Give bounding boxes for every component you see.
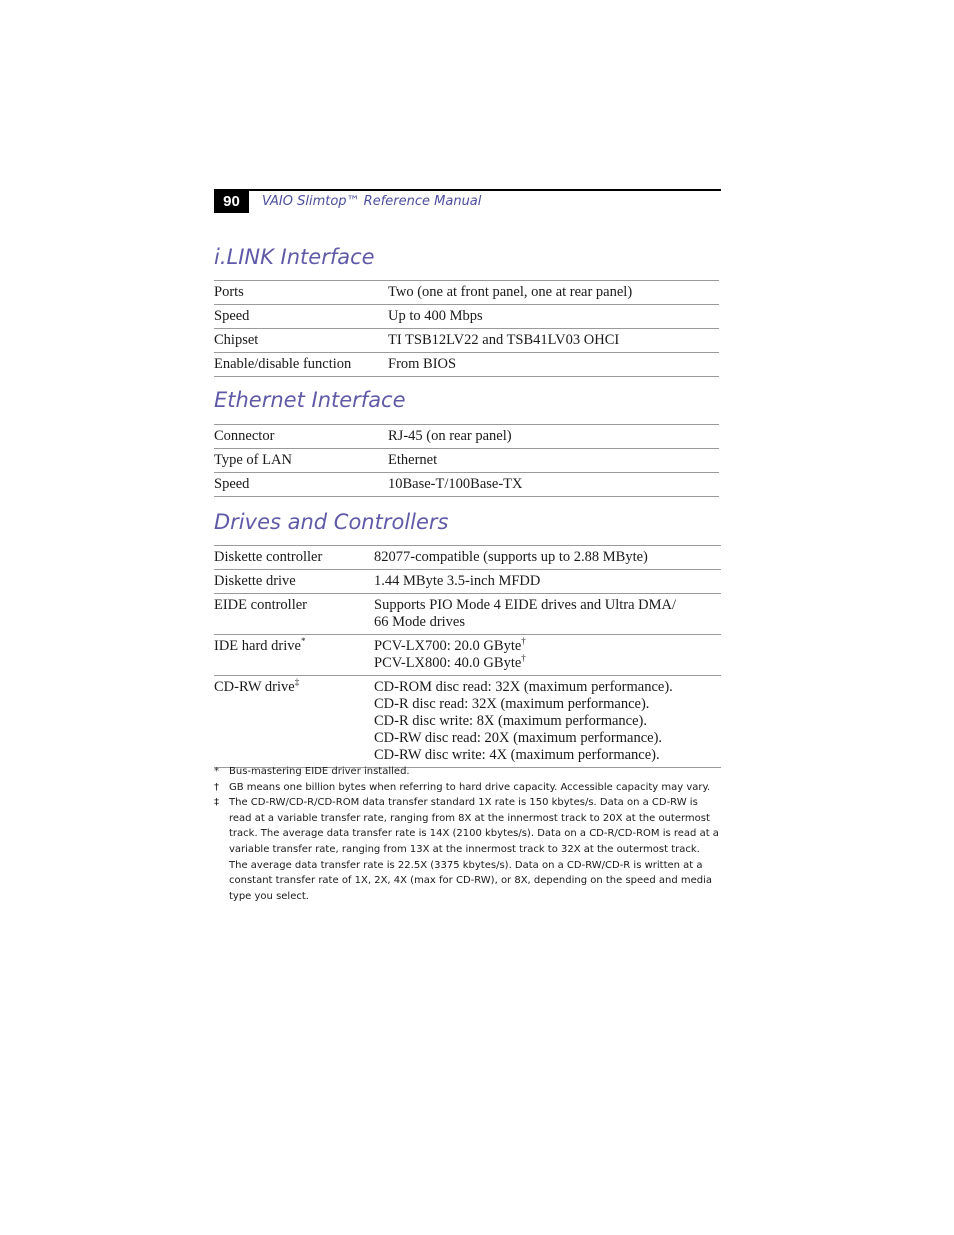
spec-value: Ethernet: [388, 449, 719, 473]
footnote-mark: ‡: [214, 797, 219, 809]
section-title-ethernet: Ethernet Interface: [214, 388, 406, 412]
spec-value-line: PCV-LX800: 40.0 GByte†: [374, 653, 526, 671]
drives-spec-table: [214, 545, 721, 768]
spec-value-line: 66 Mode drives: [374, 614, 466, 630]
spec-label: CD-RW drive: [214, 679, 295, 695]
footnote: [214, 764, 720, 780]
ethernet-spec-table: [214, 424, 719, 497]
spec-label-cell: [214, 676, 374, 768]
table-row: [214, 676, 721, 768]
spec-value-line: CD-RW disc write: 4X (maximum performance).: [374, 747, 660, 763]
ilink-spec-table: [214, 280, 719, 377]
spec-value: Up to 400 Mbps: [388, 305, 719, 329]
table-row: [214, 570, 721, 594]
running-title: VAIO Slimtop™ Reference Manual: [262, 194, 482, 209]
spec-value: 10Base-T/100Base-TX: [388, 473, 719, 497]
spec-value-line: CD-R disc read: 32X (maximum performance).: [374, 696, 650, 712]
footnote-mark: *: [214, 766, 219, 777]
footnote-ref: †: [521, 636, 526, 646]
footnote-ref: *: [300, 636, 306, 646]
footnote-ref: ‡: [294, 677, 300, 687]
spec-value: From BIOS: [388, 353, 719, 377]
footnote-mark: †: [214, 781, 219, 793]
spec-value: [374, 594, 721, 635]
spec-label: Enable/disable function: [214, 353, 388, 377]
spec-value: Two (one at front panel, one at rear panel): [388, 281, 719, 305]
footnote: [214, 795, 720, 904]
spec-value: RJ-45 (on rear panel): [388, 425, 719, 449]
spec-value-line: PCV-LX700: 20.0 GByte†: [374, 636, 526, 654]
spec-value: [374, 635, 721, 676]
page-number: 90: [214, 191, 249, 213]
footnote: [214, 780, 720, 796]
spec-label: Diskette controller: [214, 546, 374, 570]
footnotes: [214, 764, 720, 904]
table-row: [214, 594, 721, 635]
spec-label: Ports: [214, 281, 388, 305]
footnote-text: Bus-mastering EIDE driver installed.: [229, 766, 410, 777]
spec-value-line: CD-R disc write: 8X (maximum performance).: [374, 713, 648, 729]
spec-label: Speed: [214, 305, 388, 329]
header-rule: [214, 189, 721, 191]
spec-label: EIDE controller: [214, 594, 374, 635]
section-title-ilink: i.LINK Interface: [214, 245, 375, 269]
spec-value: 1.44 MByte 3.5-inch MFDD: [374, 570, 721, 594]
spec-value-line: Supports PIO Mode 4 EIDE drives and Ultra DMA/: [374, 597, 677, 613]
footnote-text: The CD-RW/CD-R/CD-ROM data transfer standard 1X rate is 150 kbytes/s. Data on a CD-RW is read at a variable transfer rate, ranging from 8X at the innermost track to 20X at the outermost track. The average data transfer rate is 14X (2100 kbytes/s). Data on a CD-R/CD-ROM is read at a variable transfer rate, ranging from 13X at the innermost track to 32X at the outermost track. The average data transfer rate is 22.5X (3375 kbytes/s). Data on a CD-RW/CD-R is written at a constant transfer rate of 1X, 2X, 4X (max for CD-RW), or 8X, depending on the speed and media type you select.: [229, 797, 719, 902]
spec-label: Chipset: [214, 329, 388, 353]
spec-label: Speed: [214, 473, 388, 497]
table-row: [214, 635, 721, 676]
table-row: [214, 425, 719, 449]
table-row: [214, 329, 719, 353]
spec-label: IDE hard drive: [214, 638, 301, 654]
spec-value: TI TSB12LV22 and TSB41LV03 OHCI: [388, 329, 719, 353]
section-title-drives: Drives and Controllers: [214, 510, 449, 534]
footnote-text: GB means one billion bytes when referring to hard drive capacity. Accessible capacity may vary.: [229, 781, 711, 793]
table-row: [214, 473, 719, 497]
table-row: [214, 353, 719, 377]
spec-value: 82077-compatible (supports up to 2.88 MByte): [374, 546, 721, 570]
spec-label: Type of LAN: [214, 449, 388, 473]
table-row: [214, 546, 721, 570]
spec-label: Connector: [214, 425, 388, 449]
spec-value-line: CD-RW disc read: 20X (maximum performance).: [374, 730, 663, 746]
spec-label-cell: [214, 635, 374, 676]
spec-value: [374, 676, 721, 768]
footnote-ref: †: [521, 653, 526, 663]
table-row: [214, 281, 719, 305]
spec-label: Diskette drive: [214, 570, 374, 594]
table-row: [214, 305, 719, 329]
table-row: [214, 449, 719, 473]
spec-value-line: CD-ROM disc read: 32X (maximum performance).: [374, 679, 673, 695]
